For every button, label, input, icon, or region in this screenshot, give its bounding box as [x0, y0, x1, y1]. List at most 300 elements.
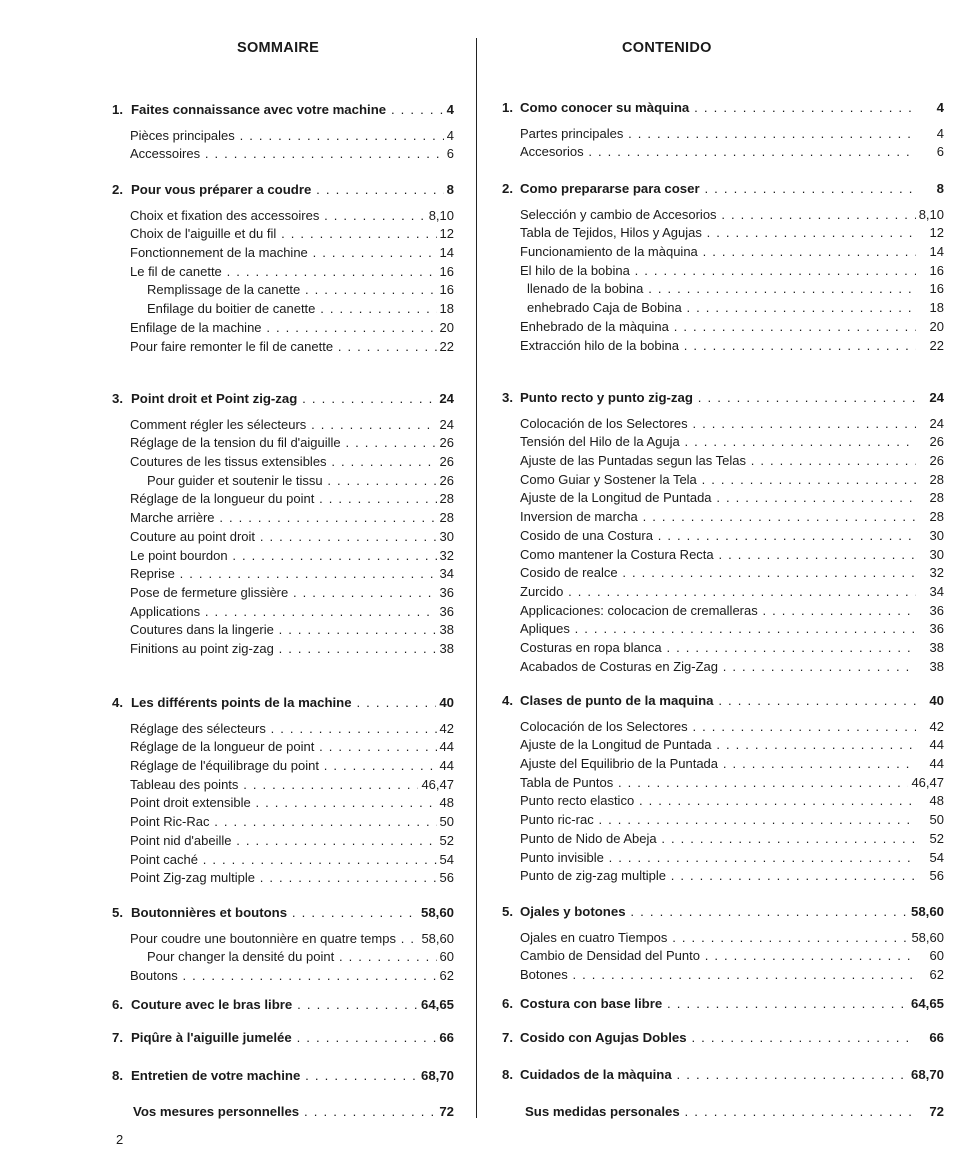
toc-entry — [0, 416, 476, 435]
entry-label: Cosido de una Costura . . . — [520, 527, 916, 546]
page-reference: 28 — [437, 509, 454, 528]
page-reference: 26 — [437, 434, 454, 453]
toc-entry — [480, 867, 954, 886]
toc-entry — [480, 811, 954, 830]
toc-section-heading — [0, 1067, 476, 1086]
page-reference: 56 — [437, 869, 454, 888]
toc-entry — [0, 338, 476, 357]
page-reference: 16 — [437, 281, 454, 300]
entry-label: Inversion de marcha . . . — [520, 508, 916, 527]
entry-label: Botones . . . — [520, 966, 916, 985]
page-reference: 36 — [437, 603, 454, 622]
entry-label: Punto invisible . . . — [520, 849, 916, 868]
toc-section-heading — [480, 180, 954, 199]
page-reference: 18 — [927, 299, 944, 318]
french-column — [0, 0, 476, 1166]
toc-entry — [480, 125, 954, 144]
toc-entry — [480, 774, 954, 793]
toc-section — [480, 180, 954, 355]
entry-label: Réglage de la longueur de point . . . — [130, 738, 444, 757]
toc-section — [0, 1029, 476, 1048]
french-title: SOMMAIRE — [237, 40, 320, 56]
section-number: 8. — [112, 1068, 123, 1083]
page-reference: 8 — [934, 180, 944, 199]
toc-entry — [0, 434, 476, 453]
column-divider — [476, 38, 477, 1118]
entry-label: Punto de Nido de Abeja . . . — [520, 830, 916, 849]
page-reference: 20 — [437, 319, 454, 338]
page-reference: 30 — [437, 528, 454, 547]
entry-label: Point caché . . . — [130, 851, 444, 870]
entry-label: Tableau des points . . . — [130, 776, 444, 795]
page-reference: 32 — [437, 547, 454, 566]
page-reference: 64,65 — [908, 995, 944, 1014]
toc-section-heading — [0, 1029, 476, 1048]
toc-entry — [0, 127, 476, 146]
page-reference: 58,60 — [908, 903, 944, 922]
section-title: Point droit et Point zig-zag . . . — [131, 390, 444, 409]
toc-entry — [480, 143, 954, 162]
section-number: 4. — [502, 693, 513, 708]
entry-label: Applications . . . — [130, 603, 444, 622]
entry-label: Finitions au point zig-zag . . . — [130, 640, 444, 659]
entry-label: Pièces principales . . . — [130, 127, 444, 146]
entry-label: Apliques . . . — [520, 620, 916, 639]
page-reference: 56 — [927, 867, 944, 886]
page-reference: 48 — [437, 794, 454, 813]
entry-label: Coutures de les tissus extensibles . . . — [130, 453, 444, 472]
entry-label: Accessoires . . . — [130, 145, 444, 164]
section-title: Como prepararse para coser . . . — [520, 180, 916, 199]
entry-label: Réglage des sélecteurs . . . — [130, 720, 444, 739]
spanish-column — [480, 0, 954, 1166]
entry-label: Tensión del Hilo de la Aguja . . . — [520, 433, 916, 452]
entry-label: Réglage de la longueur du point . . . — [130, 490, 444, 509]
page-reference: 28 — [927, 508, 944, 527]
section-number: 7. — [502, 1030, 513, 1045]
entry-label: Couture au point droit . . . — [130, 528, 444, 547]
page-reference: 44 — [437, 738, 454, 757]
page-reference: 34 — [927, 583, 944, 602]
toc-entry — [0, 453, 476, 472]
page-reference: 38 — [927, 658, 944, 677]
entry-label: Choix et fixation des accessoires . . . — [130, 207, 444, 226]
page-reference: 36 — [927, 602, 944, 621]
page-reference: 24 — [436, 390, 454, 409]
page-reference: 60 — [927, 947, 944, 966]
page-reference: 42 — [437, 720, 454, 739]
toc-section — [480, 1103, 954, 1122]
section-number: 4. — [112, 695, 123, 710]
toc-section-heading — [480, 1066, 954, 1085]
toc-section-heading — [480, 1103, 954, 1122]
page-reference: 14 — [927, 243, 944, 262]
toc-entry — [480, 929, 954, 948]
toc-entry — [0, 603, 476, 622]
toc-section — [480, 389, 954, 676]
toc-section-heading — [480, 995, 954, 1014]
page-reference: 54 — [927, 849, 944, 868]
toc-section — [0, 694, 476, 888]
page-reference: 18 — [437, 300, 454, 319]
toc-entry — [480, 471, 954, 490]
entry-label: Acabados de Costuras en Zig-Zag . . . — [520, 658, 916, 677]
toc-entry — [0, 263, 476, 282]
toc-entry — [0, 300, 476, 319]
page-reference: 24 — [927, 415, 944, 434]
section-number: 7. — [112, 1030, 123, 1045]
toc-entry — [0, 776, 476, 795]
toc-entry — [480, 755, 954, 774]
toc-section-heading — [480, 692, 954, 711]
section-title: Clases de punto de la maquina . . . — [520, 692, 916, 711]
toc-section-heading — [0, 181, 476, 200]
entry-label: Ajuste de las Puntadas segun las Telas . . . — [520, 452, 916, 471]
entry-label: Colocación de los Selectores . . . — [520, 718, 916, 737]
entry-label: Partes principales . . . — [520, 125, 916, 144]
toc-entry — [0, 851, 476, 870]
toc-entry — [0, 145, 476, 164]
toc-entry — [0, 738, 476, 757]
entry-label: Reprise . . . — [130, 565, 444, 584]
toc-entry — [0, 528, 476, 547]
page-reference: 34 — [437, 565, 454, 584]
toc-entry — [480, 620, 954, 639]
toc-entry — [480, 658, 954, 677]
section-title: Punto recto y punto zig-zag . . . — [520, 389, 916, 408]
entry-label: Extracción hilo de la bobina . . . — [520, 337, 916, 356]
page-reference: 26 — [927, 433, 944, 452]
toc-entry — [480, 262, 954, 281]
section-title: Faites connaissance avec votre machine . . . — [131, 101, 444, 120]
entry-label: Punto de zig-zag multiple . . . — [520, 867, 916, 886]
toc-section-heading — [480, 389, 954, 408]
toc-entry — [480, 947, 954, 966]
page-reference: 26 — [437, 472, 454, 491]
page-reference: 16 — [437, 263, 454, 282]
entry-label: Punto ric-rac . . . — [520, 811, 916, 830]
entry-label: Point nid d'abeille . . . — [130, 832, 444, 851]
page-reference: 26 — [437, 453, 454, 472]
page-reference: 12 — [927, 224, 944, 243]
page-number: 2 — [116, 1132, 124, 1147]
entry-label: Selección y cambio de Accesorios . . . — [520, 206, 916, 225]
entry-label: Réglage de la tension du fil d'aiguille . . . — [130, 434, 444, 453]
entry-label: llenado de la bobina . . . — [527, 280, 916, 299]
toc-entry — [480, 280, 954, 299]
section-title: Ojales y botones . . . — [520, 903, 916, 922]
toc-section — [480, 1066, 954, 1085]
entry-label: Coutures dans la lingerie . . . — [130, 621, 444, 640]
page-reference: 30 — [927, 527, 944, 546]
entry-label: Cambio de Densidad del Punto . . . — [520, 947, 916, 966]
toc-entry — [0, 472, 476, 491]
page-reference: 26 — [927, 452, 944, 471]
toc-entry — [0, 565, 476, 584]
entry-label: Comment régler les sélecteurs . . . — [130, 416, 444, 435]
toc-section-heading — [0, 101, 476, 120]
entry-label: Ajuste de la Longitud de Puntada . . . — [520, 489, 916, 508]
page-reference: 16 — [927, 262, 944, 281]
page-reference: 54 — [437, 851, 454, 870]
toc-section-heading — [0, 996, 476, 1015]
section-title: Vos mesures personnelles . . . — [133, 1103, 444, 1122]
toc-section-heading — [480, 1029, 954, 1048]
entry-label: Réglage de l'équilibrage du point . . . — [130, 757, 444, 776]
entry-label: Enfilage du boitier de canette . . . — [147, 300, 444, 319]
entry-label: Como Guiar y Sostener la Tela . . . — [520, 471, 916, 490]
page-reference: 44 — [437, 757, 454, 776]
section-number: 3. — [502, 390, 513, 405]
page-reference: 4 — [934, 125, 944, 144]
toc-section — [0, 1067, 476, 1086]
entry-label: Punto recto elastico . . . — [520, 792, 916, 811]
entry-label: Cosido de realce . . . — [520, 564, 916, 583]
toc-entry — [480, 318, 954, 337]
toc-entry — [480, 243, 954, 262]
toc-section-heading — [480, 99, 954, 118]
toc-section — [480, 692, 954, 886]
toc-entry — [0, 621, 476, 640]
page-reference: 42 — [927, 718, 944, 737]
toc-entry — [480, 583, 954, 602]
page-reference: 24 — [437, 416, 454, 435]
section-title: Costura con base libre . . . — [520, 995, 916, 1014]
toc-entry — [0, 967, 476, 986]
toc-section — [0, 1103, 476, 1122]
page-reference: 6 — [444, 145, 454, 164]
toc-entry — [480, 224, 954, 243]
page-reference: 12 — [437, 225, 454, 244]
entry-label: Point Zig-zag multiple . . . — [130, 869, 444, 888]
section-number: 1. — [112, 102, 123, 117]
spanish-title: CONTENIDO — [622, 40, 712, 56]
section-number: 1. — [502, 100, 513, 115]
entry-label: enhebrado Caja de Bobina . . . — [527, 299, 916, 318]
section-title: Como conocer su màquina . . . — [520, 99, 916, 118]
section-title: Cuidados de la màquina . . . — [520, 1066, 916, 1085]
page-reference: 28 — [437, 490, 454, 509]
toc-entry — [0, 794, 476, 813]
entry-label: Le fil de canette . . . — [130, 263, 444, 282]
section-title: Couture avec le bras libre . . . — [131, 996, 444, 1015]
entry-label: Pour changer la densité du point . . . — [147, 948, 444, 967]
section-number: 5. — [502, 904, 513, 919]
toc-section-heading — [0, 1103, 476, 1122]
toc-section-heading — [480, 903, 954, 922]
toc-section — [0, 101, 476, 164]
entry-label: Ajuste del Equilibrio de la Puntada . . . — [520, 755, 916, 774]
page-reference: 36 — [437, 584, 454, 603]
page-reference: 38 — [927, 639, 944, 658]
toc-section — [0, 390, 476, 659]
toc-entry — [480, 564, 954, 583]
entry-label: Pour coudre une boutonnière en quatre temps . . . — [130, 930, 444, 949]
toc-entry — [480, 718, 954, 737]
toc-entry — [0, 207, 476, 226]
page-reference: 28 — [927, 471, 944, 490]
entry-label: Tabla de Puntos . . . — [520, 774, 916, 793]
toc-entry — [0, 930, 476, 949]
toc-section-heading — [0, 694, 476, 713]
toc-entry — [480, 736, 954, 755]
page-reference: 50 — [927, 811, 944, 830]
page-reference: 50 — [437, 813, 454, 832]
entry-label: Colocación de los Selectores . . . — [520, 415, 916, 434]
entry-label: Le point bourdon . . . — [130, 547, 444, 566]
page-reference: 58,60 — [908, 929, 944, 948]
page-reference: 30 — [927, 546, 944, 565]
toc-entry — [0, 281, 476, 300]
page-reference: 72 — [926, 1103, 944, 1122]
toc-entry — [0, 509, 476, 528]
toc-entry — [0, 813, 476, 832]
entry-label: Ojales en cuatro Tiempos . . . — [520, 929, 916, 948]
page-reference: 14 — [437, 244, 454, 263]
section-title: Cosido con Agujas Dobles . . . — [520, 1029, 916, 1048]
entry-label: Accesorios . . . — [520, 143, 916, 162]
entry-label: Marche arrière . . . — [130, 509, 444, 528]
toc-entry — [0, 225, 476, 244]
toc-section — [0, 996, 476, 1015]
toc-entry — [480, 546, 954, 565]
entry-label: Boutons . . . — [130, 967, 444, 986]
toc-section-heading — [0, 904, 476, 923]
page-reference: 8,10 — [916, 206, 944, 225]
page-reference: 46,47 — [908, 774, 944, 793]
toc-entry — [0, 547, 476, 566]
page-reference: 66 — [926, 1029, 944, 1048]
page-reference: 62 — [437, 967, 454, 986]
entry-label: Enhebrado de la màquina . . . — [520, 318, 916, 337]
entry-label: Point droit extensible . . . — [130, 794, 444, 813]
entry-label: Costuras en ropa blanca . . . — [520, 639, 916, 658]
page-reference: 58,60 — [418, 930, 454, 949]
toc-entry — [480, 337, 954, 356]
entry-label: El hilo de la bobina . . . — [520, 262, 916, 281]
section-title: Piqûre à l'aiguille jumelée . . . — [131, 1029, 444, 1048]
toc-entry — [480, 830, 954, 849]
page-reference: 44 — [927, 755, 944, 774]
page-reference: 6 — [934, 143, 944, 162]
page-reference: 48 — [927, 792, 944, 811]
page-reference: 24 — [926, 389, 944, 408]
toc-entry — [480, 527, 954, 546]
entry-label: Pour guider et soutenir le tissu . . . — [147, 472, 444, 491]
page-reference: 16 — [927, 280, 944, 299]
page-reference: 72 — [436, 1103, 454, 1122]
toc-entry — [0, 720, 476, 739]
entry-label: Fonctionnement de la machine . . . — [130, 244, 444, 263]
toc-entry — [0, 640, 476, 659]
entry-label: Tabla de Tejidos, Hilos y Agujas . . . — [520, 224, 916, 243]
page-reference: 4 — [934, 99, 944, 118]
toc-section — [0, 181, 476, 356]
section-title: Entretien de votre machine . . . — [131, 1067, 444, 1086]
section-title: Pour vous préparer a coudre . . . — [131, 181, 444, 200]
toc-section — [480, 1029, 954, 1048]
toc-entry — [0, 832, 476, 851]
page-reference: 62 — [927, 966, 944, 985]
page-reference: 38 — [437, 640, 454, 659]
page-reference: 40 — [926, 692, 944, 711]
toc-entry — [0, 584, 476, 603]
entry-label: Pour faire remonter le fil de canette . . . — [130, 338, 444, 357]
page-reference: 36 — [927, 620, 944, 639]
toc-entry — [0, 319, 476, 338]
entry-label: Pose de fermeture glissière . . . — [130, 584, 444, 603]
section-number: 5. — [112, 905, 123, 920]
entry-label: Como mantener la Costura Recta . . . — [520, 546, 916, 565]
page-reference: 32 — [927, 564, 944, 583]
page-reference: 28 — [927, 489, 944, 508]
toc-entry — [480, 489, 954, 508]
toc-section — [480, 903, 954, 985]
page-reference: 22 — [437, 338, 454, 357]
section-number: 2. — [112, 182, 123, 197]
section-number: 8. — [502, 1067, 513, 1082]
entry-label: Enfilage de la machine . . . — [130, 319, 444, 338]
page-reference: 60 — [437, 948, 454, 967]
page-reference: 52 — [927, 830, 944, 849]
toc-entry — [480, 849, 954, 868]
entry-label: Remplissage de la canette . . . — [147, 281, 444, 300]
toc-entry — [480, 433, 954, 452]
entry-label: Funcionamiento de la màquina . . . — [520, 243, 916, 262]
section-title: Les différents points de la machine . . . — [131, 694, 444, 713]
toc-section — [480, 995, 954, 1014]
toc-entry — [480, 792, 954, 811]
page-reference: 46,47 — [418, 776, 454, 795]
toc-entry — [480, 299, 954, 318]
entry-label: Applicaciones: colocacion de cremalleras . . . — [520, 602, 916, 621]
toc-entry — [480, 602, 954, 621]
toc-entry — [480, 415, 954, 434]
toc-entry — [480, 508, 954, 527]
toc-section-heading — [0, 390, 476, 409]
page-reference: 20 — [927, 318, 944, 337]
entry-label: Ajuste de la Longitud de Puntada . . . — [520, 736, 916, 755]
page-reference: 44 — [927, 736, 944, 755]
toc-entry — [0, 490, 476, 509]
toc-section — [0, 904, 476, 986]
toc-entry — [480, 452, 954, 471]
entry-label: Point Ric-Rac . . . — [130, 813, 444, 832]
entry-label: Choix de l'aiguille et du fil . . . — [130, 225, 444, 244]
toc-entry — [0, 948, 476, 967]
entry-label: Zurcido . . . — [520, 583, 916, 602]
section-title: Sus medidas personales . . . — [525, 1103, 916, 1122]
page-reference: 58,60 — [418, 904, 454, 923]
page-reference: 22 — [927, 337, 944, 356]
page-reference: 38 — [437, 621, 454, 640]
toc-entry — [480, 206, 954, 225]
toc-entry — [480, 639, 954, 658]
toc-entry — [0, 869, 476, 888]
section-number: 3. — [112, 391, 123, 406]
page-reference: 64,65 — [418, 996, 454, 1015]
section-number: 2. — [502, 181, 513, 196]
page-reference: 66 — [436, 1029, 454, 1048]
toc-entry — [480, 966, 954, 985]
page-reference: 4 — [444, 101, 454, 120]
page-reference: 68,70 — [908, 1066, 944, 1085]
section-title: Boutonnières et boutons . . . — [131, 904, 444, 923]
page-reference: 52 — [437, 832, 454, 851]
toc-entry — [0, 244, 476, 263]
page-reference: 68,70 — [418, 1067, 454, 1086]
toc-section — [480, 99, 954, 162]
